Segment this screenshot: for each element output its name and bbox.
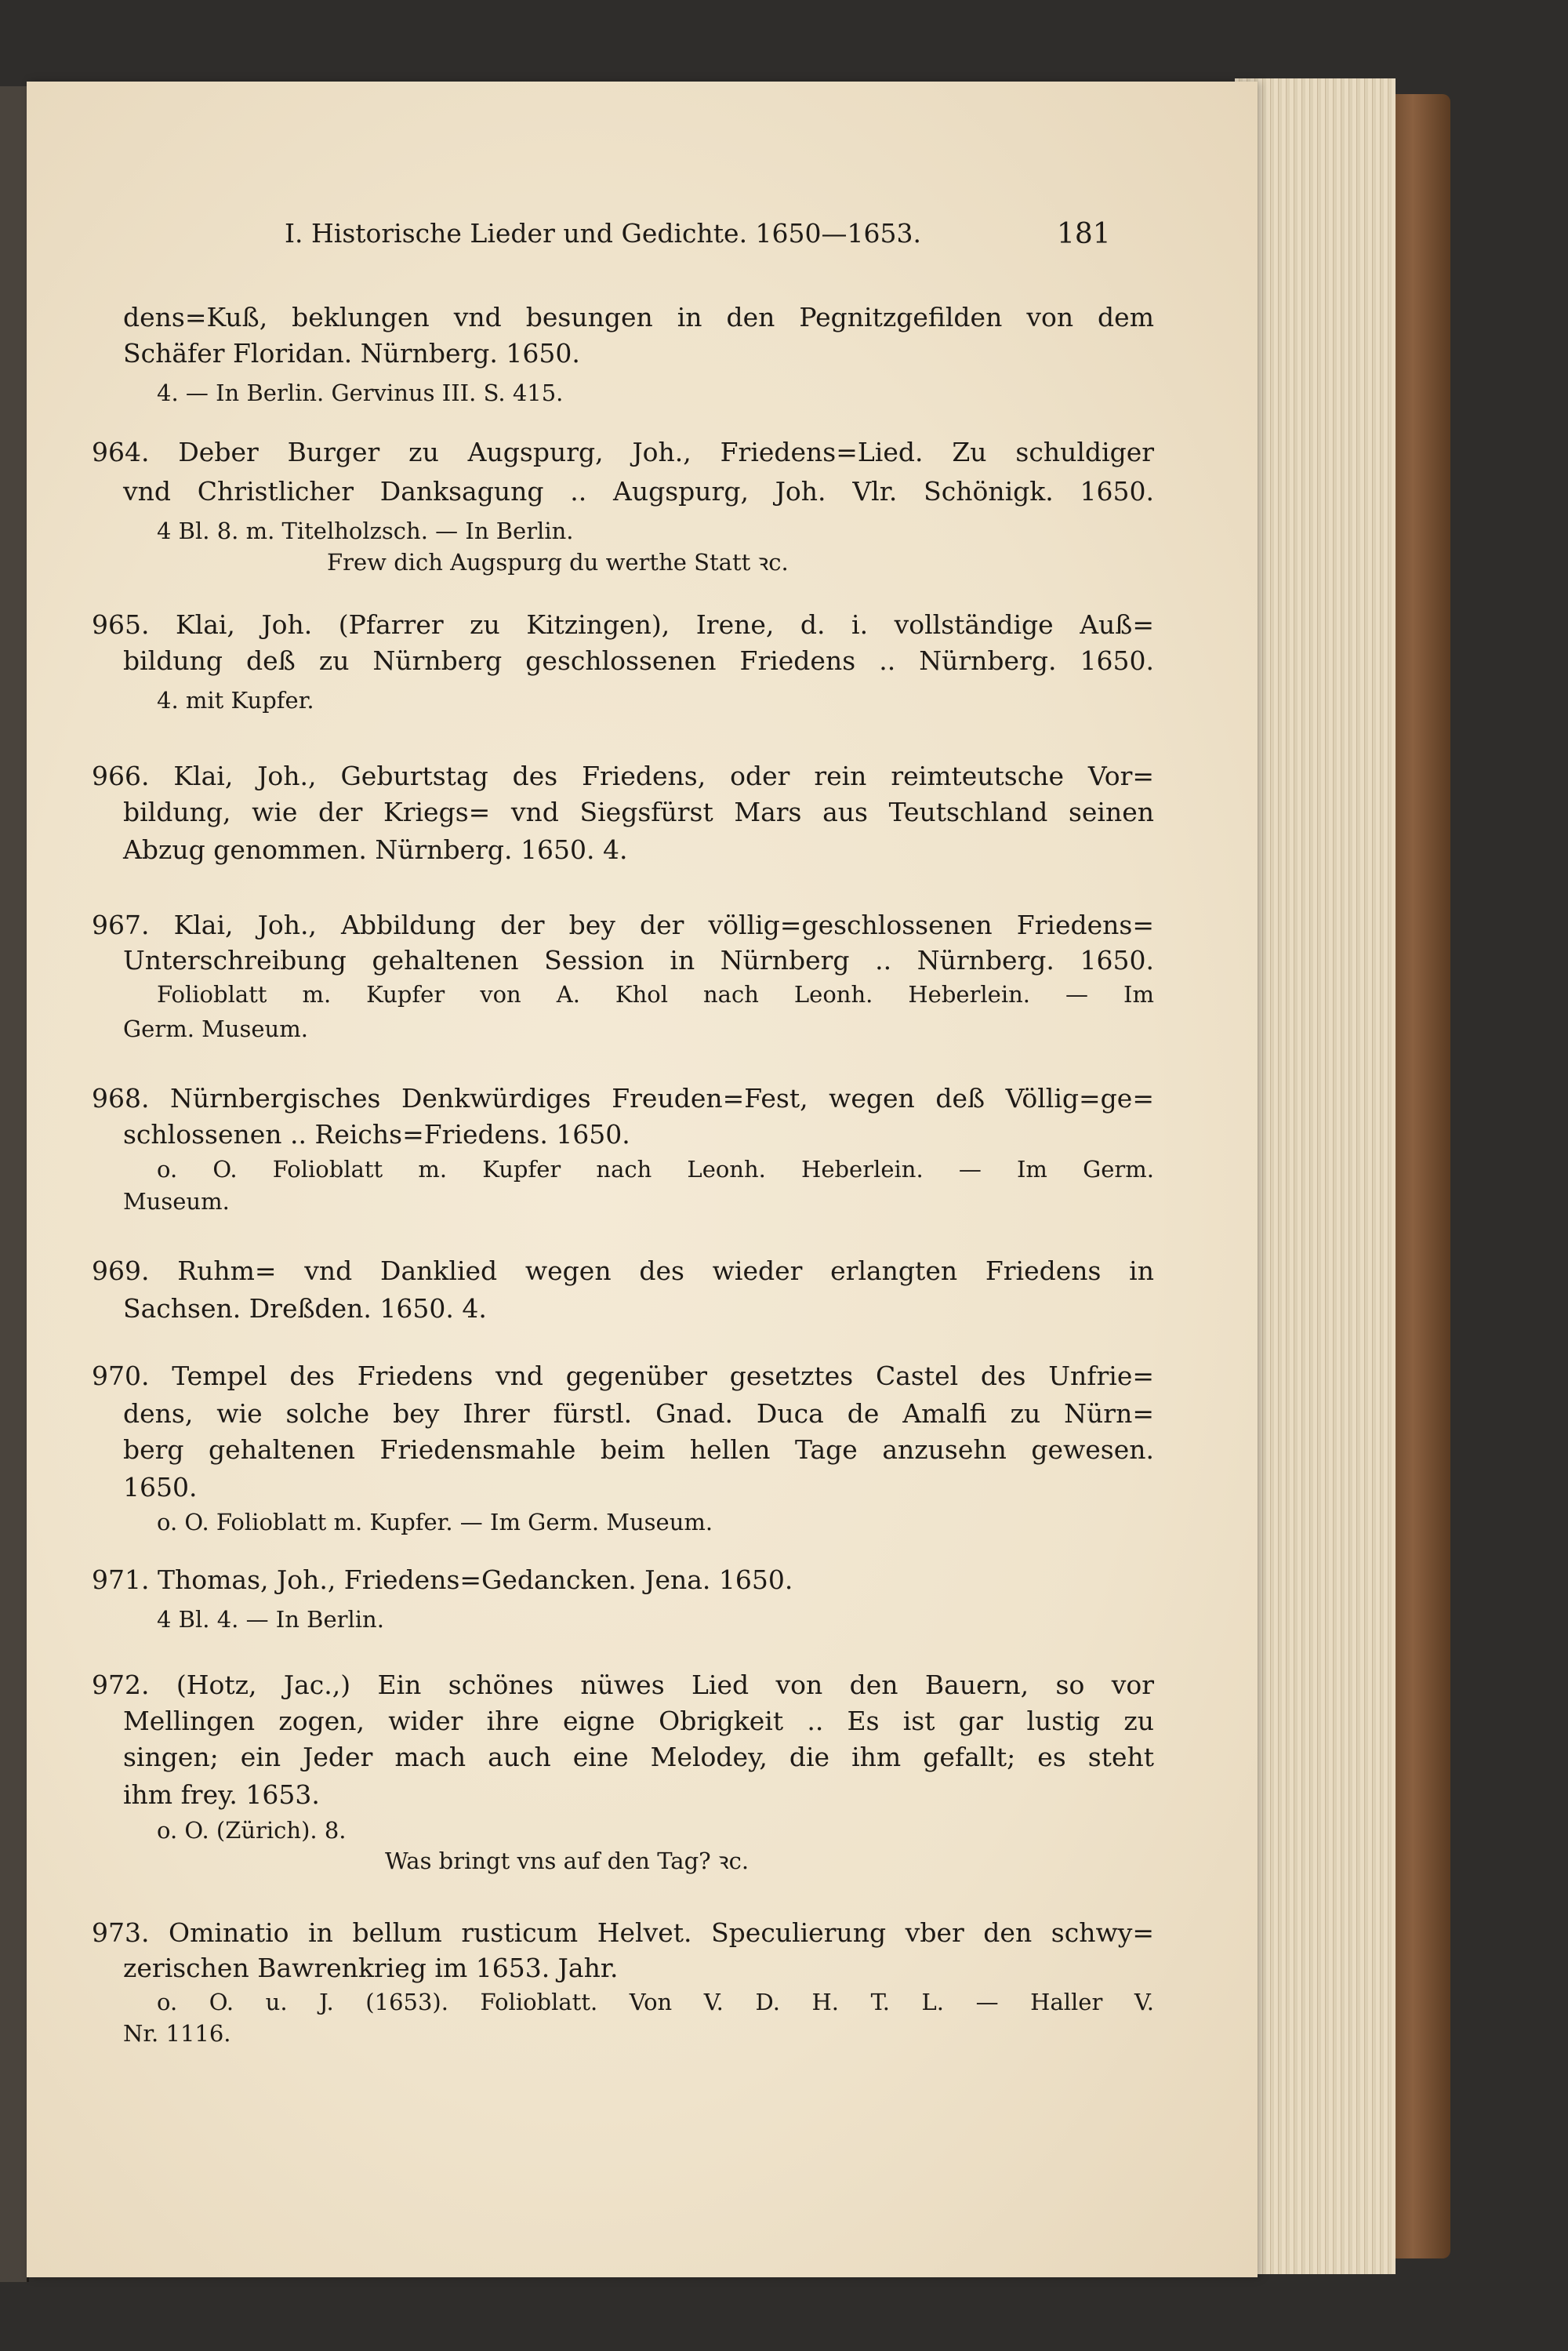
entry-note: Nr. 1116. xyxy=(123,2020,231,2047)
entry-line: dens, wie solche bey Ihrer fürstl. Gnad. Duca de Amalfi zu Nürn= xyxy=(123,1398,1154,1429)
entry-note: 4. — In Berlin. Gervinus III. S. 415. xyxy=(157,380,564,406)
entry-line: Schäfer Floridan. Nürnberg. 1650. xyxy=(123,338,580,369)
entry-line: 965. Klai, Joh. (Pfarrer zu Kitzingen), Irene, d. i. vollständige Auß= xyxy=(92,609,1154,640)
entry-line: 966. Klai, Joh., Geburtstag des Friedens, oder rein reimteutsche Vor= xyxy=(92,761,1154,791)
entry-line: Abzug genommen. Nürnberg. 1650. 4. xyxy=(123,834,628,865)
entry-line: 972. (Hotz, Jac.,) Ein schönes nüwes Lied von den Bauern, so vor xyxy=(92,1670,1154,1700)
entry-line: schlossenen .. Reichs=Friedens. 1650. xyxy=(123,1119,630,1150)
entry-line: 973. Ominatio in bellum rusticum Helvet. Speculierung vber den schwy= xyxy=(92,1917,1154,1948)
entry-line: 1650. xyxy=(123,1472,198,1503)
entry-line: vnd Christlicher Danksagung .. Augspurg, Joh. Vlr. Schönigk. 1650. xyxy=(123,476,1154,507)
entry-note: o. O. u. J. (1653). Folioblatt. Von V. D. H. T. L. — Haller V. xyxy=(157,1989,1154,2015)
entry-note: Germ. Museum. xyxy=(123,1016,308,1042)
entry-note: Folioblatt m. Kupfer von A. Khol nach Leonh. Heberlein. — Im xyxy=(157,981,1154,1008)
entry-line: 967. Klai, Joh., Abbildung der bey der völlig=geschlossenen Friedens= xyxy=(92,910,1154,940)
entry-line: 964. Deber Burger zu Augspurg, Joh., Friedens=Lied. Zu schuldiger xyxy=(92,437,1154,467)
entry-line: 970. Tempel des Friedens vnd gegenüber gesetztes Castel des Unfrie= xyxy=(92,1361,1154,1391)
entry-line: 968. Nürnbergisches Denkwürdiges Freuden=Fest, wegen deß Völlig=ge= xyxy=(92,1083,1154,1114)
page-number: 181 xyxy=(1057,218,1111,250)
entry-note: 4. mit Kupfer. xyxy=(157,687,314,714)
book-cover-edge xyxy=(1388,94,1450,2258)
entry-line: bildung deß zu Nürnberg geschlossenen Friedens .. Nürnberg. 1650. xyxy=(123,645,1154,676)
entry-line: Unterschreibung gehaltenen Session in Nürnberg .. Nürnberg. 1650. xyxy=(123,945,1154,976)
entry-line: bildung, wie der Kriegs= vnd Siegsfürst Mars aus Teutschland seinen xyxy=(123,797,1154,827)
entry-line: zerischen Bawrenkrieg im 1653. Jahr. xyxy=(123,1953,619,1983)
entry-line: berg gehaltenen Friedensmahle beim hellen Tage anzusehn gewesen. xyxy=(123,1434,1154,1465)
entry-line: Sachsen. Dreßden. 1650. 4. xyxy=(123,1293,487,1324)
entry-line: 971. Thomas, Joh., Friedens=Gedancken. Jena. 1650. xyxy=(92,1564,793,1595)
running-header: I. Historische Lieder und Gedichte. 1650—1653. xyxy=(285,218,921,249)
incipit: Frew dich Augspurg du werthe Statt ꝛc. xyxy=(327,549,789,576)
entry-note: o. O. Folioblatt m. Kupfer nach Leonh. Heberlein. — Im Germ. xyxy=(157,1156,1154,1183)
entry-line: singen; ein Jeder mach auch eine Melodey, die ihm gefallt; es steht xyxy=(123,1742,1154,1772)
entry-line: 969. Ruhm= vnd Danklied wegen des wieder erlangten Friedens in xyxy=(92,1255,1154,1286)
entry-line: dens=Kuß, beklungen vnd besungen in den Pegnitzgefilden von dem xyxy=(123,302,1154,332)
incipit: Was bringt vns auf den Tag? ꝛc. xyxy=(385,1848,750,1874)
entry-note: Museum. xyxy=(123,1188,230,1215)
entry-line: Mellingen zogen, wider ihre eigne Obrigkeit .. Es ist gar lustig zu xyxy=(123,1706,1154,1736)
entry-note: 4 Bl. 8. m. Titelholzsch. — In Berlin. xyxy=(157,518,574,544)
entry-note: o. O. Folioblatt m. Kupfer. — Im Germ. Museum. xyxy=(157,1509,713,1535)
entry-note: 4 Bl. 4. — In Berlin. xyxy=(157,1606,384,1633)
entry-note: o. O. (Zürich). 8. xyxy=(157,1817,347,1844)
entry-line: ihm frey. 1653. xyxy=(123,1779,320,1810)
book-gutter xyxy=(0,86,29,2282)
page-edges xyxy=(1235,78,1396,2274)
